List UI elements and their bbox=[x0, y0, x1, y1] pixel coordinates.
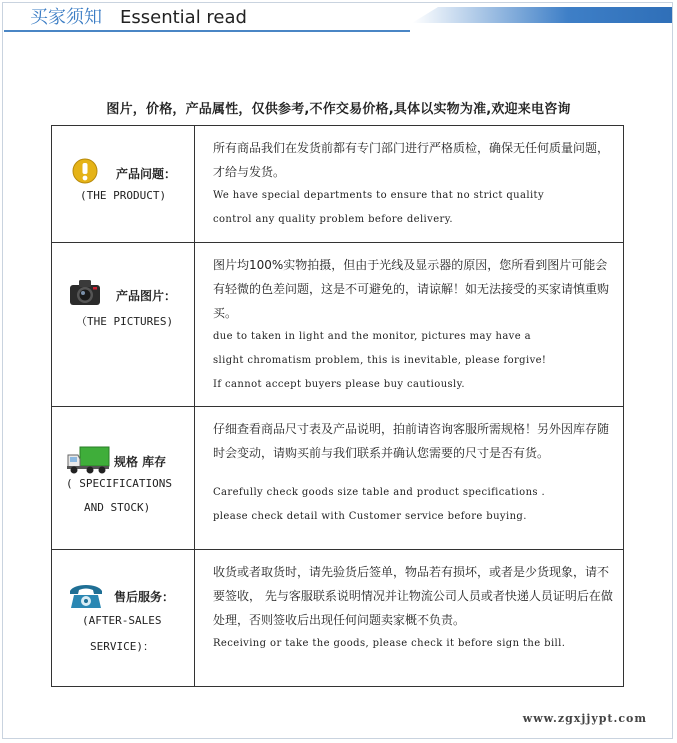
row-content-cell bbox=[195, 126, 623, 242]
header-title bbox=[30, 3, 247, 29]
row-subtitle: AND STOCK) bbox=[84, 501, 151, 514]
header-title-cn: 买家须知 bbox=[30, 7, 102, 28]
row-label-cell bbox=[52, 550, 195, 686]
row-en-line: due to taken in light and the monitor, pictures may have a bbox=[213, 331, 531, 342]
row-subtitle: （THE PICTURES) bbox=[76, 315, 174, 328]
row-en-line: Receiving or take the goods, please check it before sign the bill. bbox=[213, 638, 566, 649]
row-content-cell bbox=[195, 243, 623, 406]
row-label-cell bbox=[52, 407, 195, 549]
camera-icon bbox=[68, 277, 102, 307]
table-row-specifications bbox=[52, 406, 623, 549]
row-cn-text: 所有商品我们在发货前都有专门部门进行严格质检，确保无任何质量问题，才给与发货。 bbox=[213, 141, 610, 179]
table-row-product bbox=[52, 126, 623, 242]
row-label-cell bbox=[52, 126, 195, 242]
exclamation-icon bbox=[72, 158, 98, 184]
notice-text: 图片，价格，产品属性，仅供参考,不作交易价格,具体以实物为准,欢迎来电咨询 bbox=[106, 102, 571, 117]
row-title: 产品图片： bbox=[116, 289, 177, 303]
row-subtitle: (AFTER-SALES bbox=[82, 614, 162, 627]
row-title: 规格 库存 bbox=[114, 455, 167, 469]
row-title: 售后服务： bbox=[114, 590, 175, 604]
header-accent-tab bbox=[412, 7, 672, 23]
header-title-en: Essential read bbox=[120, 7, 247, 28]
info-table bbox=[51, 125, 624, 687]
row-subtitle: ( SPECIFICATIONS bbox=[66, 477, 172, 490]
footer-url: www.zgxjjypt.com bbox=[522, 712, 647, 725]
row-en-line: Carefully check goods size table and product specifications . bbox=[213, 487, 546, 498]
row-subtitle: SERVICE)： bbox=[90, 640, 154, 653]
row-en-line: please check detail with Customer service before buying. bbox=[213, 511, 527, 522]
row-en-line: We have special departments to ensure that no strict quality bbox=[213, 190, 545, 201]
row-subtitle: (THE PRODUCT) bbox=[80, 189, 167, 202]
header-underline bbox=[4, 30, 410, 32]
row-en-line: slight chromatism problem, this is inevitable, please forgive! bbox=[213, 355, 547, 366]
truck-icon bbox=[66, 445, 110, 475]
telephone-icon bbox=[68, 582, 104, 610]
row-title: 产品问题： bbox=[116, 167, 177, 181]
row-cn-text: 图片均100%实物拍摄，但由于光线及显示器的原因，您所看到图片可能会有轻微的色差问题，这是不可避免的，请谅解！如无法接受的买家请慎重购买。 bbox=[213, 258, 610, 320]
row-label-cell bbox=[52, 243, 195, 406]
row-cn-text: 收货或者取货时，请先验货后签单，物品若有损坏，或者是少货现象，请不要签收， 先与客服联系说明情况并让物流公司人员或者快递人员证明后在做处理，否则签收后出现任何问题卖家概不负责。 bbox=[213, 565, 613, 627]
row-en-line: control any quality problem before delivery. bbox=[213, 214, 453, 225]
row-en-line: If cannot accept buyers please buy cautiously. bbox=[213, 379, 465, 390]
row-cn-text: 仔细查看商品尺寸表及产品说明，拍前请咨询客服所需规格！另外因库存随时会变动，请购买前与我们联系并确认您需要的尺寸是否有货。 bbox=[213, 422, 610, 460]
row-content-cell bbox=[195, 550, 623, 686]
table-row-after-sales bbox=[52, 549, 623, 686]
row-content-cell bbox=[195, 407, 623, 549]
table-row-pictures bbox=[52, 242, 623, 406]
